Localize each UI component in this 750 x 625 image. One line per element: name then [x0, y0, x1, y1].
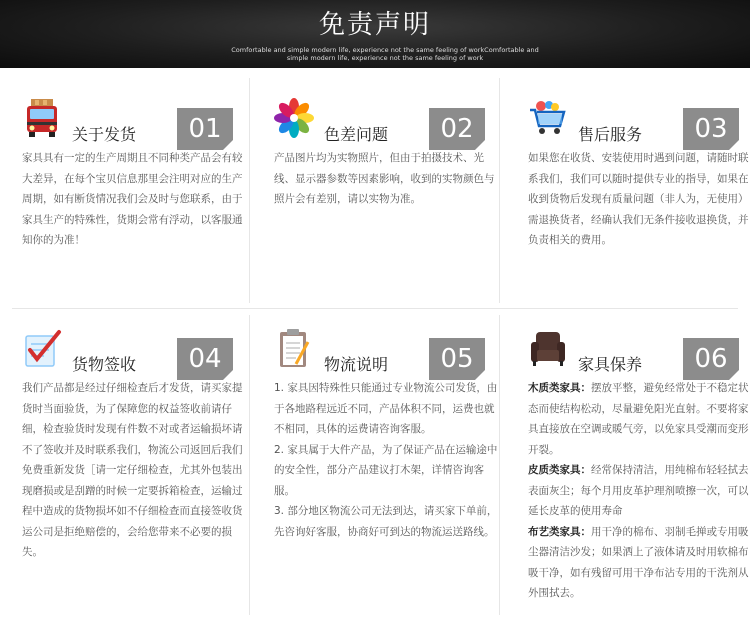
- section-number: 05: [429, 338, 485, 380]
- divider: [249, 315, 250, 615]
- section-title: 家具保养: [578, 355, 643, 374]
- section-number: 04: [177, 338, 233, 380]
- care-text: 摆放平整，避免经常处于不稳定状态而使结构松动，尽量避免阳光直射。不要将家具直接放在空调或暖气旁，以免家具受潮而变形开裂。: [528, 382, 749, 456]
- armchair-icon: [528, 328, 568, 368]
- section-text: 如果您在收货、安装使用时遇到问题，请随时联系我们，我们可以随时提供专业的指导，如果在收到货物后发现有质量问题（非人为，无使用）需退换货者，经确认我们无条件接收退换货，并负责相关的费用。: [528, 152, 749, 246]
- logistics-item: 1. 家具因特殊性只能通过专业物流公司发货，由于各地路程远近不同，产品体积不同，运费也就不相同，具体的运费请咨询客服。: [274, 382, 498, 435]
- care-item-wood: [528, 378, 750, 460]
- info-grid: [0, 78, 750, 618]
- divider: [12, 308, 738, 309]
- color-wheel-icon: [274, 98, 314, 138]
- banner-subtitle: Comfortable and simple modern life, experience not the same feeling of workComfortable and simple modern life, experience not the same feeling of work: [231, 46, 539, 62]
- care-item-leather: [528, 460, 750, 522]
- section-shipping: [22, 98, 247, 308]
- care-item-fabric: [528, 522, 750, 604]
- banner-title: 免责声明: [318, 10, 431, 40]
- section-logistics: [274, 328, 499, 618]
- section-color-difference: [274, 98, 499, 308]
- logistics-item: 3. 部分地区物流公司无法到达，请买家下单前，先咨询好客服，协商好可到达的物流运送路线。: [274, 505, 498, 538]
- section-title: 关于发货: [72, 125, 137, 144]
- section-number: 02: [429, 108, 485, 150]
- section-title: 货物签收: [72, 355, 137, 374]
- logistics-item: 2. 家具属于大件产品，为了保证产品在运输途中的安全性，部分产品建议打木架，详情咨询客服。: [274, 443, 498, 497]
- section-text: 家具具有一定的生产周期且不同种类产品会有较大差异，在每个宝贝信息那里会注明对应的生产周期，如有断货情况我们会及时与您联系，由于家具生产的特殊性，货期会常有浮动，以客服通知你的为准！: [22, 152, 243, 246]
- section-text: [528, 378, 750, 604]
- section-title: 色差问题: [324, 125, 389, 144]
- section-title: 物流说明: [324, 355, 389, 374]
- care-text: 用干净的棉布、羽制毛掸或专用吸尘器清洁沙发；如果洒上了液体请及时用软棉布吸干净，如有残留可用干净布沾专用的干洗剂从外围拭去。: [528, 525, 749, 599]
- clipboard-icon: [274, 328, 314, 368]
- divider: [499, 315, 500, 615]
- care-text: 经常保持清洁，用纯棉布轻轻拭去表面灰尘；每个月用皮革护理剂喷擦一次，可以延长皮革的使用寿命: [528, 464, 749, 517]
- section-text: 产品图片均为实物照片，但由于拍摄技术、光线、显示器参数等因素影响，收到的实物颜色与照片会有差别，请以实物为准。: [274, 152, 495, 205]
- section-number: 01: [177, 108, 233, 150]
- section-number: 03: [683, 108, 739, 150]
- section-goods-receipt: [22, 328, 247, 618]
- section-text: 我们产品都是经过仔细检查后才发货，请买家提货时当面验货，为了保障您的权益签收前请仔细，检查验货时发现有件数不对或者运输损坏请不了签收并及时联系我们，物流公司返回后我们免费重新发货［请一定仔细检查，尤其外包装出现磨损或是刮蹭的时候一定要拆箱检查，运输过程中造成的货物损坏如不仔细检查而直接签收货运公司是拒绝赔偿的，会给您带来不必要的损失。: [22, 382, 243, 558]
- divider: [249, 78, 250, 303]
- header-banner: [0, 0, 750, 68]
- shopping-cart-icon: [528, 98, 568, 138]
- section-text: [274, 378, 498, 542]
- section-after-sales: [528, 98, 750, 308]
- section-furniture-care: [528, 328, 750, 618]
- care-label: 皮质类家具：: [528, 464, 591, 476]
- checkmark-document-icon: [22, 328, 62, 368]
- care-label: 木质类家具：: [528, 382, 591, 394]
- section-number: 06: [683, 338, 739, 380]
- divider: [499, 78, 500, 303]
- delivery-truck-icon: [22, 98, 62, 138]
- care-label: 布艺类家具：: [528, 525, 591, 538]
- section-title: 售后服务: [578, 125, 643, 144]
